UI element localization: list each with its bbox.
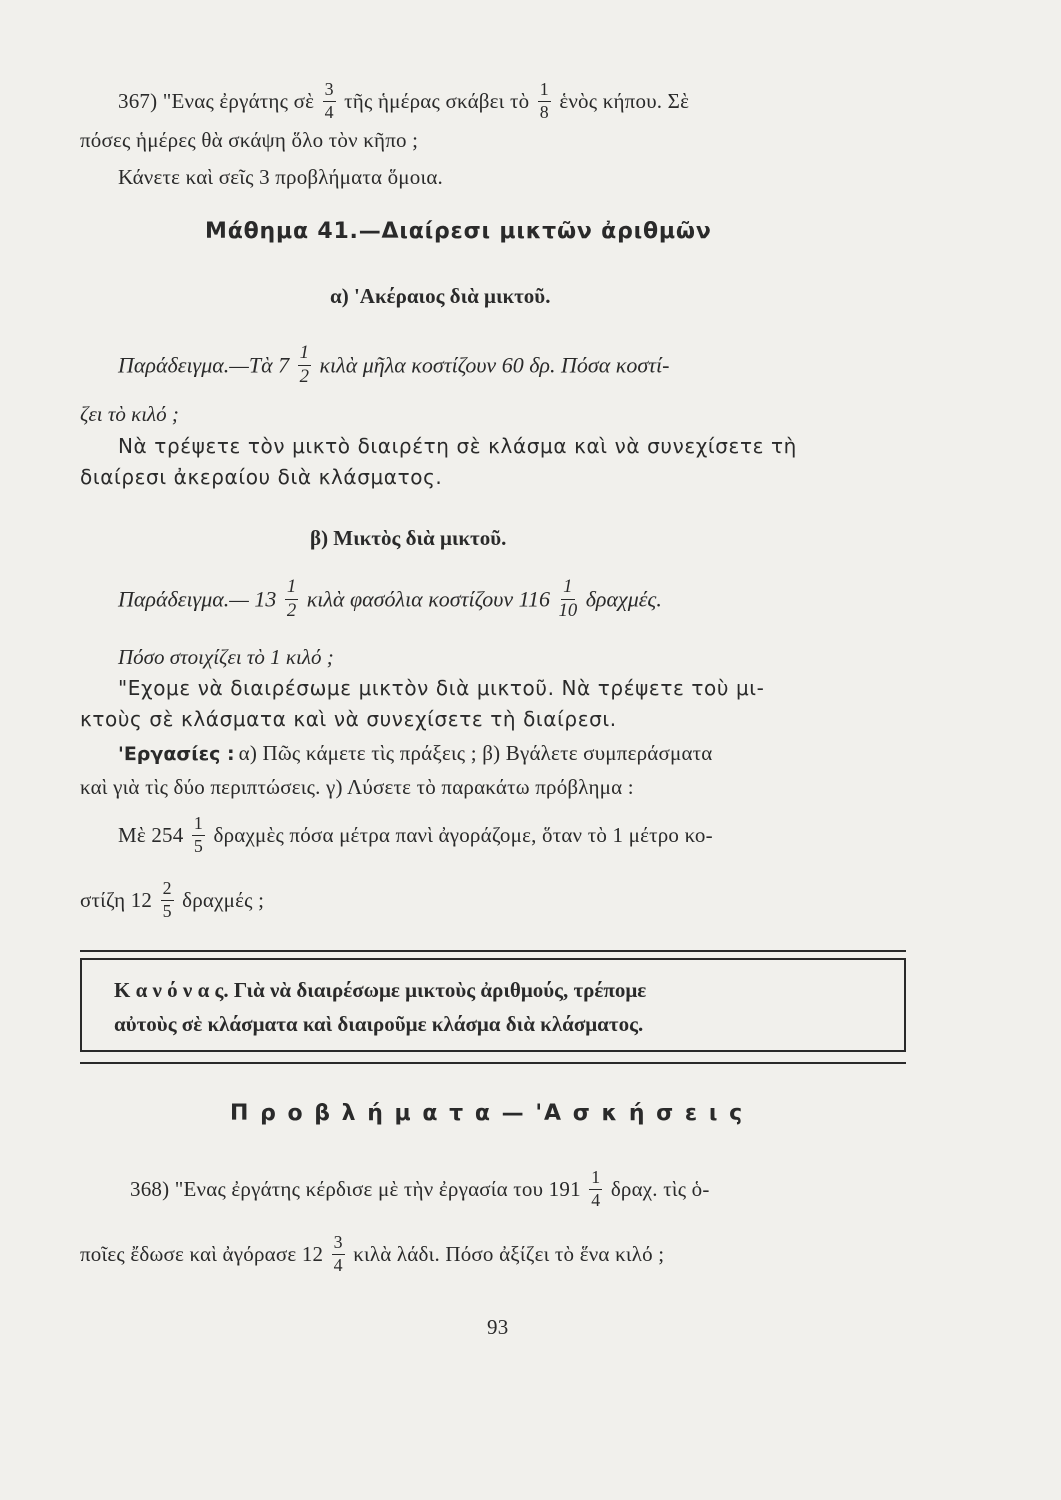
page-number: 93 xyxy=(487,1315,509,1339)
problem-367-line1 xyxy=(118,79,690,124)
divider-bottom xyxy=(80,1062,906,1064)
section-b-example xyxy=(118,576,662,622)
text: Γιὰ νὰ διαιρέσωμε μικτοὺς ἀριθμούς, τρέπομε xyxy=(233,978,647,1002)
lesson-title: Μάθημα 41.—Διαίρεσι μικτῶν ἀριθμῶν xyxy=(205,219,712,244)
numerator: 3 xyxy=(323,81,336,102)
text: δραχ. τὶς ὁ- xyxy=(610,1177,710,1202)
fraction-1-2 xyxy=(285,578,298,620)
text: κιλὰ λάδι. Πόσο ἀξίζει τὸ ἕνα κιλό ; xyxy=(353,1242,665,1267)
text: στίζη 12 xyxy=(80,888,153,913)
task-problem-line1 xyxy=(118,813,713,858)
denominator: 2 xyxy=(286,599,297,621)
section-b-title: β) Μικτὸς διὰ μικτοῦ. xyxy=(310,526,507,550)
numerator: 3 xyxy=(332,1234,345,1255)
fraction-1-8 xyxy=(538,81,551,122)
numerator: 1 xyxy=(192,815,205,836)
fraction-2-5 xyxy=(161,880,174,921)
fraction-3-4 xyxy=(323,81,336,122)
problems-title: Π ρ ο β λ ή μ α τ α — 'Α σ κ ή σ ε ι ς xyxy=(230,1101,745,1126)
section-b-instruction-line1: "Εχομε νὰ διαιρέσωμε μικτὸν διὰ μικτοῦ. Νὰ τρέψετε τοὺ μι- xyxy=(118,676,765,700)
text: ποῖες ἔδωσε καὶ ἀγόρασε 12 xyxy=(80,1242,324,1267)
denominator: 5 xyxy=(162,900,172,921)
text: δραχμές ; xyxy=(182,888,265,913)
problem-number: 368) xyxy=(130,1177,170,1202)
text: "Ενας ἐργάτης κέρδισε μὲ τὴν ἐργασία του 191 xyxy=(174,1177,581,1202)
problem-368-line2 xyxy=(80,1232,665,1277)
text: Μὲ 254 xyxy=(118,823,184,848)
text: "Ενας ἐργάτης σὲ xyxy=(162,89,315,114)
rule-label: Κ α ν ό ν α ς. xyxy=(114,978,229,1002)
section-a-instruction-line1: Νὰ τρέψετε τὸν μικτὸ διαιρέτη σὲ κλάσμα καὶ νὰ συνεχίσετε τὴ xyxy=(118,434,797,458)
problem-367-line2: πόσες ἡμέρες θὰ σκάψη ὅλο τὸν κῆπο ; xyxy=(80,128,419,152)
numerator: 1 xyxy=(298,344,311,366)
numerator: 1 xyxy=(561,578,574,600)
denominator: 8 xyxy=(539,101,549,122)
divider-top xyxy=(80,950,906,952)
numerator: 2 xyxy=(161,880,174,901)
fraction-1-10 xyxy=(559,578,578,620)
numerator: 1 xyxy=(589,1169,602,1190)
denominator: 2 xyxy=(299,365,309,387)
denominator: 4 xyxy=(591,1189,601,1210)
tasks-line2: καὶ γιὰ τὶς δύο περιπτώσεις. γ) Λύσετε τὸ παρακάτω πρόβλημα : xyxy=(80,775,634,799)
task-problem-line2 xyxy=(80,878,265,923)
text: δραχμὲς πόσα μέτρα πανὶ ἀγοράζομε, ὅταν τὸ 1 μέτρο κο- xyxy=(213,823,713,848)
rule-box xyxy=(80,958,906,1052)
text: κιλὰ φασόλια κοστίζουν 116 xyxy=(306,586,550,612)
section-b-example-line2: Πόσο στοιχίζει τὸ 1 κιλό ; xyxy=(118,645,334,669)
example-label: Παράδειγμα.— 13 xyxy=(118,586,277,612)
tasks-line1 xyxy=(118,741,713,766)
text: ἑνὸς κήπου. Σὲ xyxy=(559,89,690,114)
section-a-example xyxy=(118,342,670,388)
rule-line1 xyxy=(114,978,646,1003)
denominator: 4 xyxy=(324,101,334,122)
section-a-example-line2: ζει τὸ κιλό ; xyxy=(80,402,179,426)
section-b-instruction-line2: κτοὺς σὲ κλάσματα καὶ νὰ συνεχίσετε τὴ διαίρεσι. xyxy=(80,707,617,731)
text: κιλὰ μῆλα κοστίζουν 60 δρ. Πόσα κοστί- xyxy=(319,352,670,378)
example-label: Παράδειγμα.—Τὰ 7 xyxy=(118,352,290,378)
numerator: 1 xyxy=(285,578,298,600)
rule-line2: αὐτοὺς σὲ κλάσματα καὶ διαιροῦμε κλάσμα διὰ κλάσματος. xyxy=(114,1012,644,1036)
fraction-1-5 xyxy=(192,815,205,856)
fraction-3-4 xyxy=(332,1234,345,1275)
problem-368-line1 xyxy=(130,1167,710,1212)
denominator: 5 xyxy=(193,835,204,856)
fraction-1-2 xyxy=(298,344,311,386)
text: τῆς ἡμέρας σκάβει τὸ xyxy=(344,89,530,114)
text: δραχμές. xyxy=(585,586,662,612)
fraction-1-4 xyxy=(589,1169,602,1210)
problem-number: 367) xyxy=(118,89,158,114)
denominator: 10 xyxy=(558,599,578,621)
problem-367-line3: Κάνετε καὶ σεῖς 3 προβλήματα ὅμοια. xyxy=(118,165,443,189)
denominator: 4 xyxy=(333,1254,343,1275)
numerator: 1 xyxy=(538,81,551,102)
section-a-title: α) 'Ακέραιος διὰ μικτοῦ. xyxy=(330,284,551,308)
tasks-label: 'Εργασίες : xyxy=(118,743,235,765)
section-a-instruction-line2: διαίρεσι ἀκεραίου διὰ κλάσματος. xyxy=(80,465,443,489)
text: α) Πῶς κάμετε τὶς πράξεις ; β) Βγάλετε συμπεράσματα xyxy=(238,741,713,765)
